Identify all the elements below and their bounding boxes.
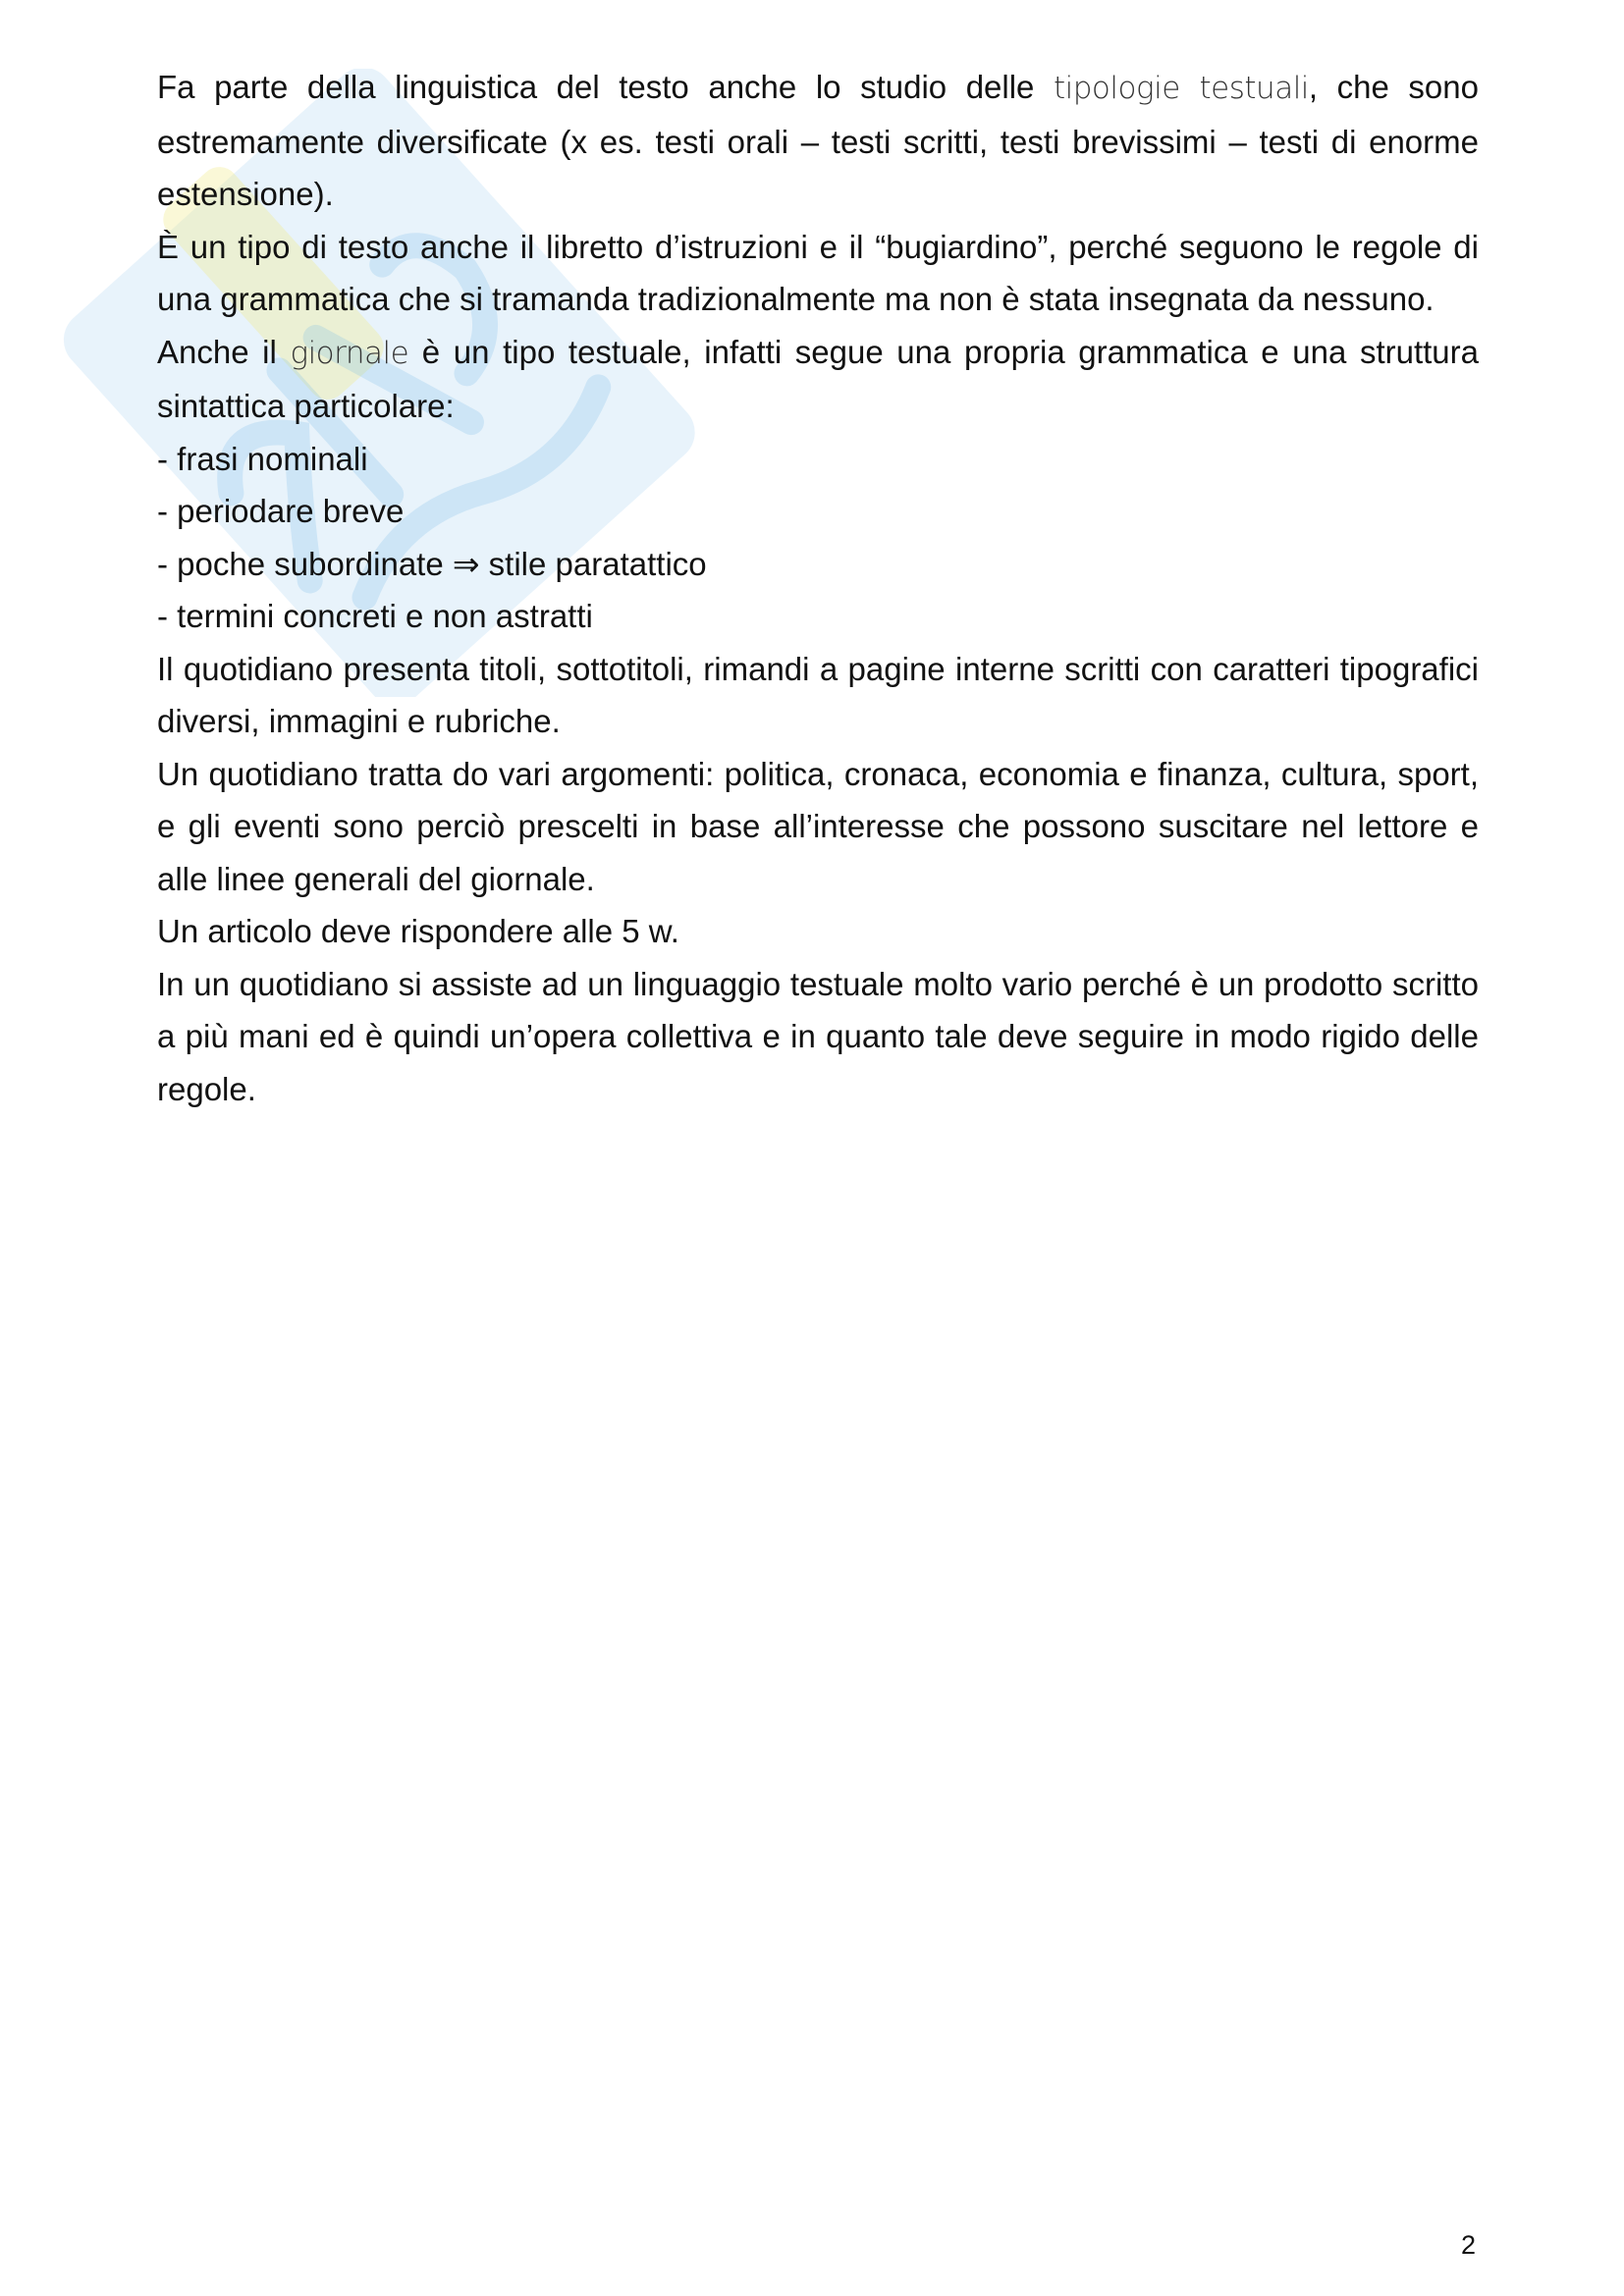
paragraph-text: è un tipo testuale, infatti segue una propria grammatica e una struttura sintattica particolare: [157, 333, 1479, 424]
paragraph-quotidiano-presenta: Il quotidiano presenta titoli, sottotitoli, rimandi a pagine interne scritti con caratteri tipografici diversi, immagini e rubriche. [157, 650, 1479, 739]
paragraph-giornale [157, 326, 1479, 433]
paragraph-text: Fa parte della linguistica del testo anche lo studio delle [157, 69, 1054, 105]
list-item: - periodare breve [157, 493, 405, 529]
paragraph-5w: Un articolo deve rispondere alle 5 w. [157, 913, 679, 949]
term-tipologie-testuali: tipologie testuali [1053, 71, 1309, 106]
paragraph-tipologie [157, 61, 1479, 221]
page-number: 2 [1461, 2230, 1477, 2260]
paragraph-libretto: È un tipo di testo anche il libretto d’istruzioni e il “bugiardino”, perché seguono le regole di una grammatica che si tramanda tradizionalmente ma non è stata insegnata da nessuno. [157, 228, 1479, 317]
list-item: - termini concreti e non astratti [157, 598, 593, 634]
paragraph-text: , che sono estremamente diversificate (x es. testi orali – testi scritti, testi brevissimi – testi di enorme estensione). [157, 69, 1479, 212]
paragraph-linguaggio: In un quotidiano si assiste ad un linguaggio testuale molto vario perché è un prodotto scritto a più mani ed è quindi un’opera collettiva e in quanto tale deve seguire in modo rigido delle regole. [157, 965, 1479, 1107]
list-item: - frasi nominali [157, 440, 368, 477]
list-item: - poche subordinate ⇒ stile paratattico [157, 545, 707, 582]
paragraph-text: Anche il [157, 333, 291, 370]
feature-list [157, 433, 1479, 643]
paragraph-argomenti: Un quotidiano tratta do vari argomenti: politica, cronaca, economia e finanza, cultura, sport, e gli eventi sono perciò prescelti in base all’interesse che possono suscitare nel lettore e alle linee generali del giornale. [157, 755, 1479, 897]
document-body [157, 61, 1479, 1115]
term-giornale: giornale [290, 335, 409, 371]
